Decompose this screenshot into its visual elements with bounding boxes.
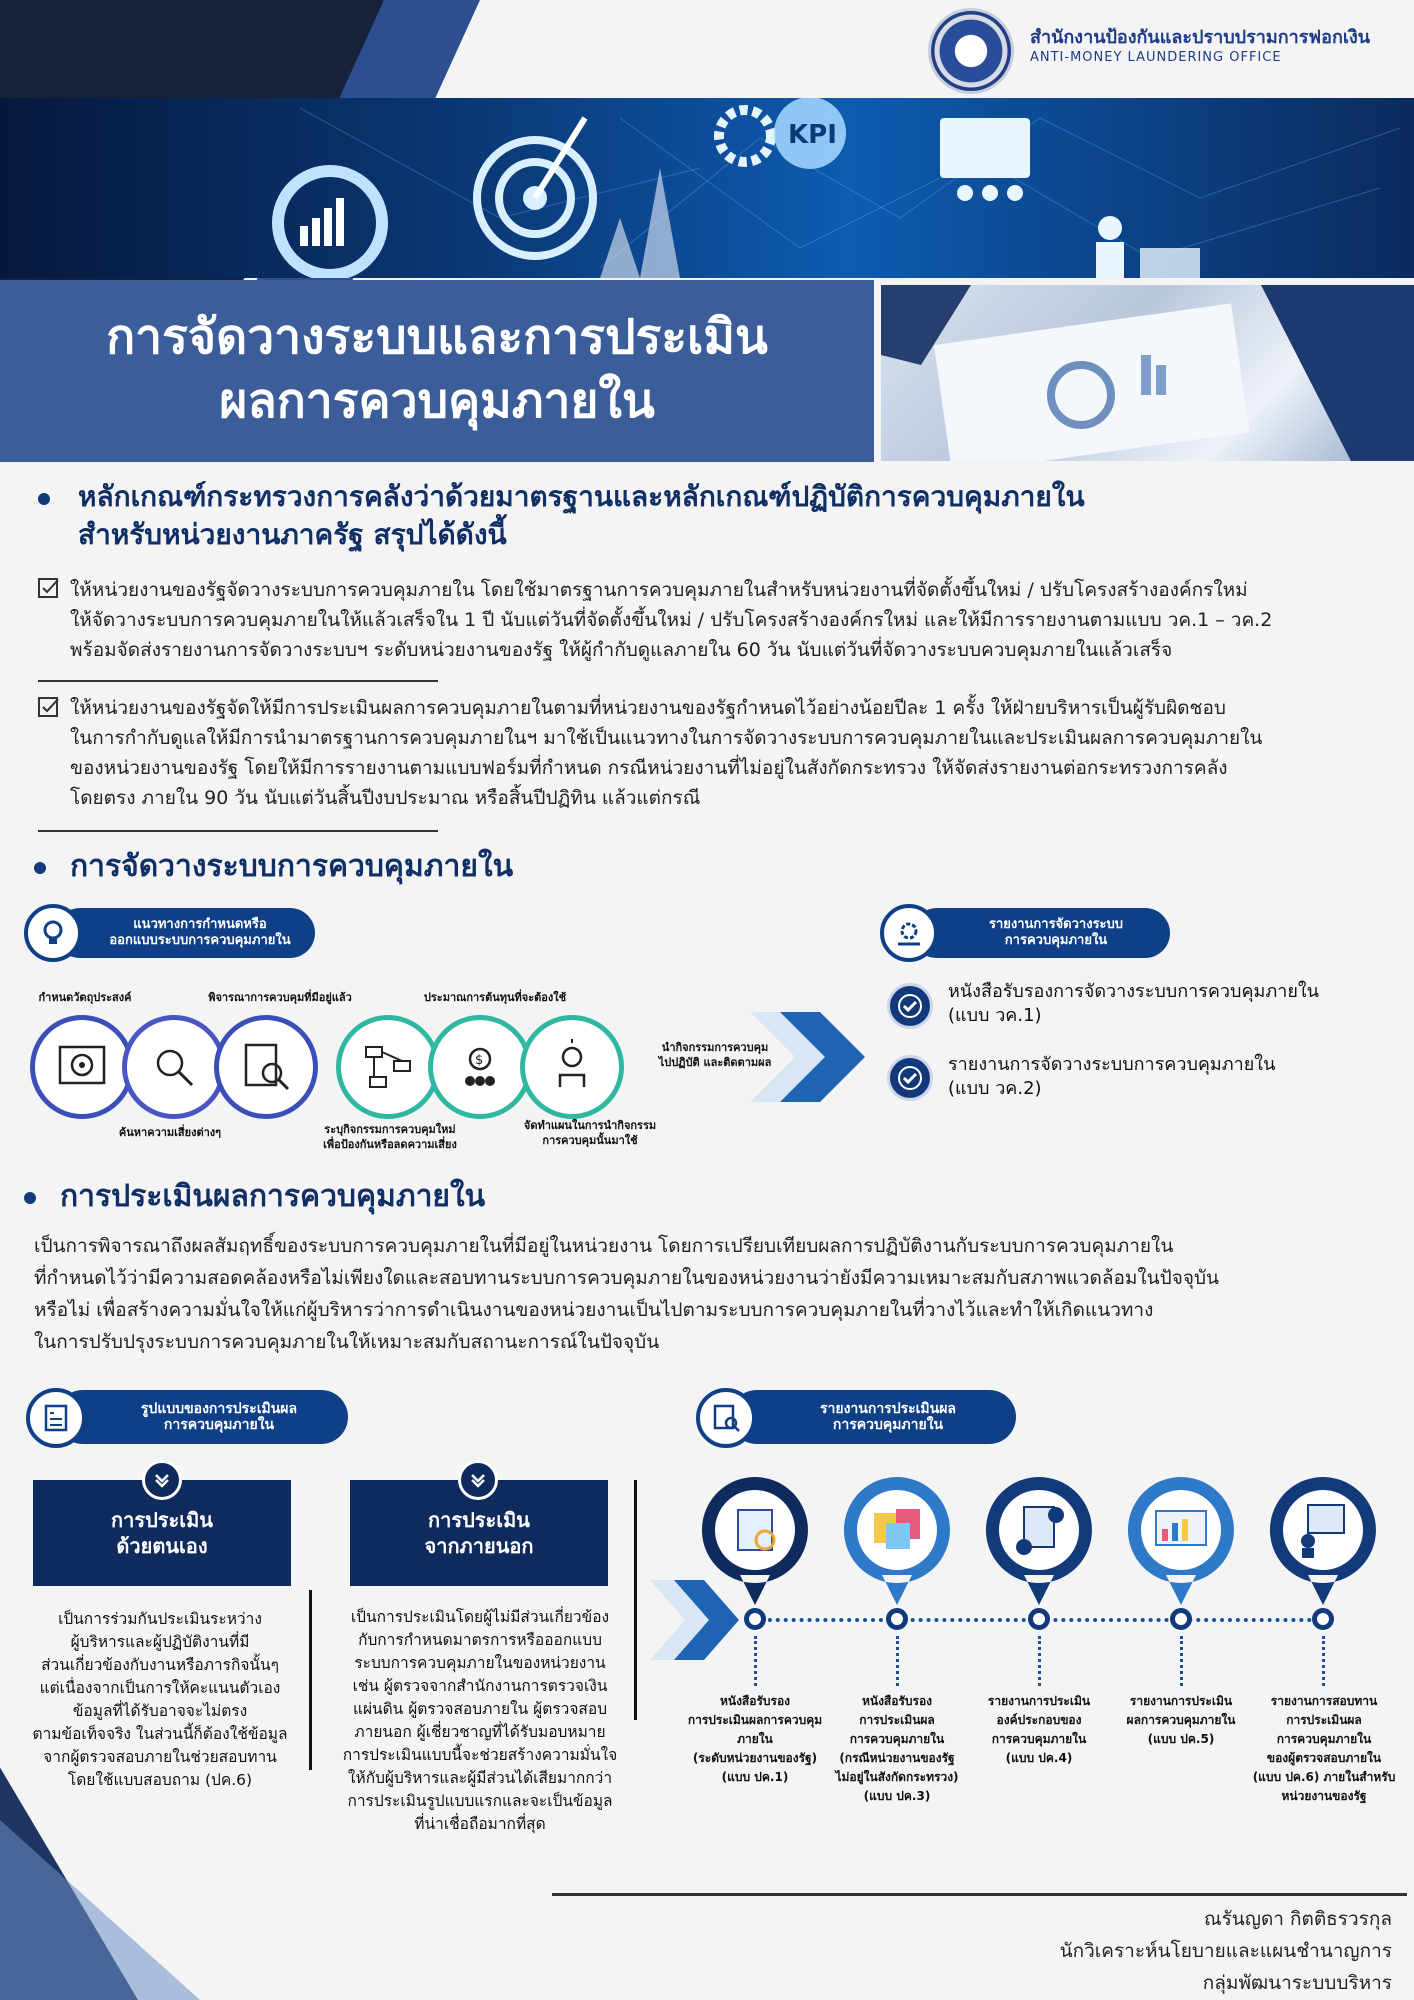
check-icon <box>887 1055 933 1101</box>
timeline-node <box>1028 1608 1050 1630</box>
step-label-find-risks: ค้นหาความเสี่ยงต่างๆ <box>118 1126 222 1139</box>
report-vk1: หนังสือรับรองการจัดวางระบบการควบคุมภายใน (แบบ วค.1) <box>948 981 1319 1026</box>
objectives-icon <box>30 1015 134 1119</box>
section1-item2: ให้หน่วยงานของรัฐจัดให้มีการประเมินผลการควบคุมภายในตามที่หน่วยงานของรัฐกำหนดไว้อย่างน้อยปีละ 1 ครั้ง ให้ฝ่ายบริหารเป็นผู้รับผิดชอบ ในการกำกับดูแลให้มีการนำมาตรฐานการควบคุมภายในฯ มาใช้เป็นแนวทางในการจัดวางระบบการควบคุมภายในและประเมินผลการควบคุมภายใน ของหน่วยงานของรัฐ โดยให้มีการรายงานตามแบบฟอร์มที่กำหนด กรณีหน่วยงานที่ไม่อยู่ในสังกัดกระทรวง ให้จัดส่งรายงานต่อกระทรวงการคลัง โดยตรง ภายใน 90 วัน นับแต่วันสิ้นปีงบประมาณ หรือสิ้นปีปฏิทิน แล้วแต่กรณี <box>70 697 1263 809</box>
section2-heading: การจัดวางระบบการควบคุมภายใน <box>70 849 514 884</box>
org-name-thai: สำนักงานป้องกันและปราบปรามการฟอกเงิน <box>1030 27 1371 48</box>
timeline-connector <box>754 1636 757 1686</box>
chevron-arrow-icon <box>650 1580 740 1664</box>
footer-rule <box>552 1893 1407 1896</box>
step-label-cost-estimate: ประมาณการต้นทุนที่จะต้องใช้ <box>423 991 567 1004</box>
report-label-pk5: รายงานการประเมิน ผลการควบคุมภายใน (แบบ ปค.5) <box>1126 1694 1236 1746</box>
report-pin-pk6 <box>1268 1475 1378 1611</box>
author-position: นักวิเคราะห์นโยบายและแผนชำนาญการ <box>1059 1940 1392 1962</box>
divider <box>38 680 438 682</box>
plan-idea-icon <box>520 1015 624 1119</box>
cost-team-icon <box>428 1015 532 1119</box>
svg-text:$: $ <box>475 1053 484 1068</box>
chevron-arrow-icon <box>750 1012 870 1106</box>
timeline-node <box>744 1608 766 1630</box>
report-pin-pk3 <box>842 1475 952 1611</box>
section3-heading: การประเมินผลการควบคุมภายใน <box>60 1179 486 1214</box>
timeline-connector <box>1180 1636 1183 1686</box>
timeline-connector <box>896 1636 899 1686</box>
divider <box>38 830 438 832</box>
checkbox-icon <box>38 697 60 723</box>
step-label-implementation-plan: จัดทำแผนในการนำกิจกรรม การควบคุมนั้นมาใช้ <box>523 1119 657 1147</box>
section1-item1: ให้หน่วยงานของรัฐจัดวางระบบการควบคุมภายใน โดยใช้มาตรฐานการควบคุมภายในสำหรับหน่วยงานที่จัดตั้งขึ้นใหม่ / ปรับโครงสร้างองค์กรใหม่ ให้จัดวางระบบการควบคุมภายในให้แล้วเสร็จใน 1 ปี นับแต่วันที่จัดตั้งขึ้นใหม่ / ปรับโครงสร้างองค์กรใหม่ และให้มีการรายงานตามแบบ วค.1 – วค.2 พร้อมจัดส่งรายงานการจัดวางระบบฯ ระดับหน่วยงานของรัฐ ให้ผู้กำกับดูแลภายใน 60 วัน นับแต่วันที่จัดวางระบบควบคุมภายในแล้วเสร็จ <box>70 579 1273 661</box>
author-division: กลุ่มพัฒนาระบบบริหาร <box>1202 1972 1392 1994</box>
business-meeting-photo <box>881 285 1414 461</box>
check-icon <box>887 983 933 1029</box>
chevron-down-icon <box>142 1460 182 1500</box>
presentation-icon <box>940 118 1030 201</box>
section1-heading: หลักเกณฑ์กระทรวงการคลังว่าด้วยมาตรฐานและหลักเกณฑ์ปฏิบัติการควบคุมภายใน สำหรับหน่วยงานภาครัฐ สรุปได้ดังนี้ <box>78 480 1085 551</box>
report-magnify-icon <box>696 1388 756 1448</box>
org-name-english: ANTI-MONEY LAUNDERING OFFICE <box>1030 50 1282 65</box>
kpi-icon <box>774 98 846 169</box>
self-assessment-box: การประเมิน ด้วยตนเอง <box>33 1480 291 1586</box>
report-vk2: รายงานการจัดวางระบบการควบคุมภายใน (แบบ วค.2) <box>948 1054 1276 1099</box>
implement-monitor-label: นำกิจกรรมการควบคุม ไปปฏิบัติ และติดตามผล <box>658 1041 772 1069</box>
risk-search-icon <box>122 1015 226 1119</box>
pill-design-guideline: แนวทางการกำหนดหรือ ออกแบบระบบการควบคุมภายใน <box>55 908 315 958</box>
checklist-icon <box>26 1388 86 1448</box>
report-label-pk3: หนังสือรับรอง การประเมินผล การควบคุมภายใน (กรณีหน่วยงานของรัฐ ไม่อยู่ในสังกัดกระทรวง) (แบบ ปค.3) <box>835 1694 959 1803</box>
checkbox-icon <box>38 578 60 604</box>
timeline-connector <box>1322 1636 1325 1686</box>
bullet-dot <box>38 493 50 505</box>
vertical-divider <box>634 1480 637 1720</box>
target-icon <box>477 118 593 256</box>
chevron-down-icon <box>458 1460 498 1500</box>
report-label-pk1: หนังสือรับรอง การประเมินผลการควบคุม ภายใน (ระดับหน่วยงานของรัฐ) (แบบ ปค.1) <box>687 1694 823 1784</box>
header-banner-image <box>0 98 1414 278</box>
lightbulb-gear-icon <box>24 904 82 962</box>
pill-design-report: รายงานการจัดวางระบบ การควบคุมภายใน <box>912 908 1170 958</box>
gear-icon <box>719 110 771 162</box>
amlo-logo-emblem <box>928 8 1014 94</box>
step-label-objectives: กำหนดวัตถุประสงค์ <box>38 991 132 1004</box>
report-label-pk6: รายงานการสอบทาน การประเมินผล การควบคุมภายใน ของผู้ตรวจสอบภายใน (แบบ ปค.6) ภายในสำหรับ หน่วยงานของรัฐ <box>1252 1694 1396 1803</box>
timeline-connector <box>1038 1636 1041 1686</box>
tower-icon <box>600 168 680 278</box>
author-name: ณรันญดา กิตติธรวรกุล <box>1203 1908 1392 1930</box>
pill-evaluation-report: รายงานการประเมินผล การควบคุมภายใน <box>730 1390 1016 1444</box>
svg-text:KPI: KPI <box>788 120 837 150</box>
step-label-existing-controls: พิจารณาการควบคุมที่มีอยู่แล้ว <box>208 991 352 1004</box>
footer-light-shape <box>0 1820 200 2000</box>
timeline-node <box>886 1608 908 1630</box>
external-assessment-box: การประเมิน จากภายนอก <box>350 1480 608 1586</box>
vertical-divider <box>309 1590 312 1770</box>
settings-hand-icon <box>880 904 938 962</box>
report-label-pk4: รายงานการประเมิน องค์ประกอบของ การควบคุมภายใน (แบบ ปค.4) <box>987 1694 1091 1765</box>
control-review-icon <box>214 1015 318 1119</box>
flowchart-icon <box>336 1015 440 1119</box>
external-assessment-description: เป็นการประเมินโดยผู้ไม่มีส่วนเกี่ยวข้อง กับการกำหนดมาตรการหรือออกแบบ ระบบการควบคุมภายในของหน่วยงาน เช่น ผู้ตรวจจากสำนักงานการตรวจเงิน แผ่นดิน ผู้ตรวจสอบภายใน ผู้ตรวจสอบ ภายนอก ผู้เชี่ยวชาญที่ได้รับมอบหมาย การประเมินแบบนี้จะช่วยสร้างความมั่นใจ ให้กับผู้บริหารและผู้มีส่วนได้เสียมากกว่า การประเมินรูปแบบแรกและจะเป็นข้อมูล ที่น่าเชื่อถือมากที่สุด <box>342 1608 618 1833</box>
report-pin-pk4 <box>984 1475 1094 1611</box>
self-assessment-description: เป็นการร่วมกันประเมินระหว่าง ผู้บริหารและผู้ปฏิบัติงานที่มี ส่วนเกี่ยวข้องกับงานหรือภารกิจนั้นๆ แต่เนื่องจากเป็นการให้คะแนนตัวเอง ข้อมูลที่ได้รับอาจจะไม่ตรง ตามข้อเท็จจริง ในส่วนนี้ก็ต้องใช้ข้อมูล จากผู้ตรวจสอบภายในช่วยสอบทาน โดยใช้แบบสอบถาม (ปค.6) <box>32 1610 288 1789</box>
timeline-node <box>1170 1608 1192 1630</box>
section3-paragraph: เป็นการพิจารณาถึงผลสัมฤทธิ์ของระบบการควบคุมภายในที่มีอยู่ในหน่วยงาน โดยการเปรียบเทียบผลการปฏิบัติงานกับระบบการควบคุมภายใน ที่กำหนดไว้ว่ามีความสอดคล้องหรือไม่เพียงใดและสอบทานระบบการควบคุมภายในของหน่วยงานว่ายังมีความเหมาะสมกับสภาพแวดล้อมในปัจจุบัน หรือไม่ เพื่อสร้างความมั่นใจให้แก่ผู้บริหารว่าการดำเนินงานของหน่วยงานเป็นไปตามระบบการควบคุมภายในที่วางไว้และทำให้เกิดแนวทาง ในการปรับปรุงระบบการควบคุมภายในให้เหมาะสมกับสถานะการณ์ในปัจจุบัน <box>34 1235 1220 1353</box>
chart-icon <box>278 171 382 275</box>
presenter-icon <box>1096 216 1200 278</box>
page-title: การจัดวางระบบและการประเมิน ผลการควบคุมภายใน <box>106 309 768 429</box>
report-pin-pk5 <box>1126 1475 1236 1611</box>
pill-evaluation-types: รูปแบบของการประเมินผล การควบคุมภายใน <box>56 1390 348 1444</box>
bullet-dot <box>24 1192 36 1204</box>
bullet-dot <box>34 862 46 874</box>
author-block <box>1060 1903 1392 1999</box>
timeline-node <box>1312 1608 1334 1630</box>
step-label-new-controls: ระบุกิจกรรมการควบคุมใหม่ เพื่อป้องกันหรือลดความเสี่ยง <box>323 1123 457 1151</box>
